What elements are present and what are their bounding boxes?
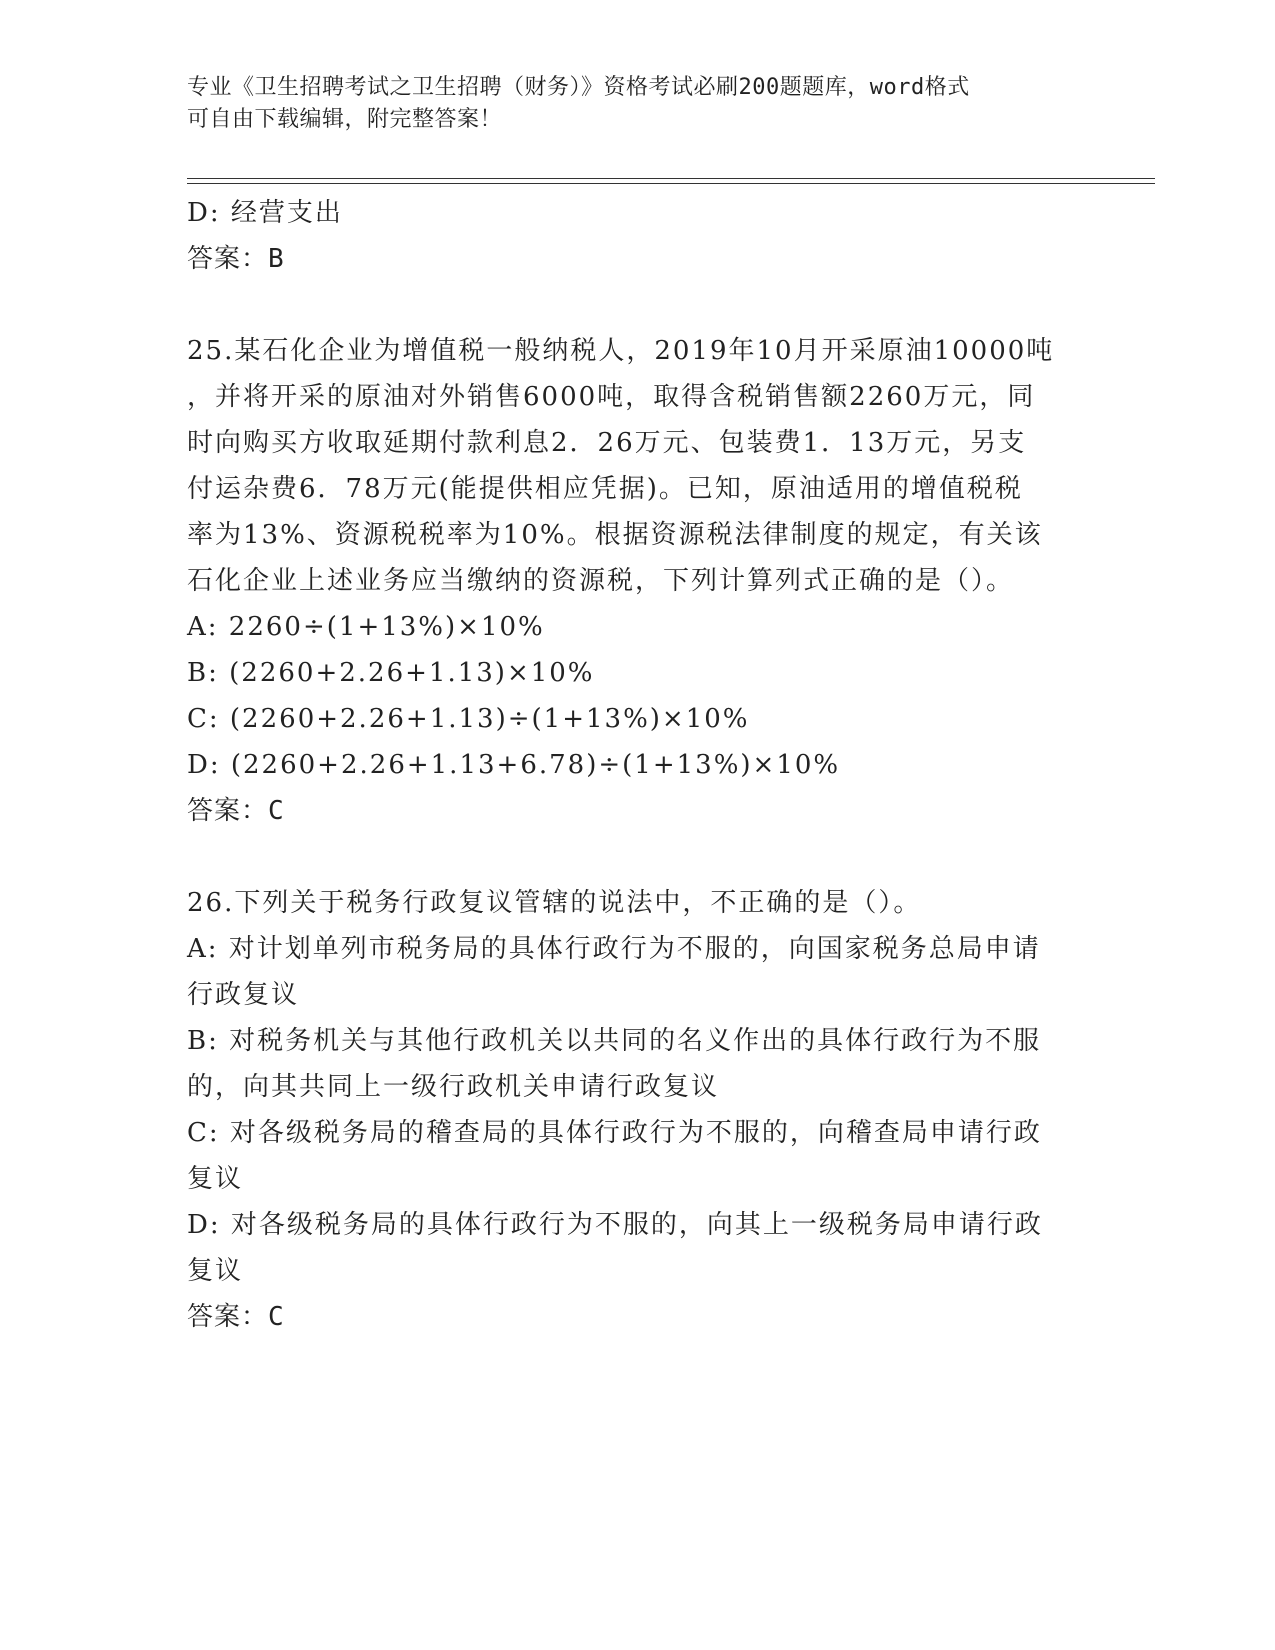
option-c-continued: 复议 bbox=[187, 1164, 244, 1194]
question-stem-line: 付运杂费6．78万元(能提供相应凭据)。已知，原油适用的增值税税 bbox=[187, 474, 1023, 504]
option-b: B: 对税务机关与其他行政机关以共同的名义作出的具体行政行为不服 bbox=[187, 1026, 1042, 1056]
option-c: C: 对各级税务局的稽查局的具体行政行为不服的，向稽查局申请行政 bbox=[187, 1118, 1042, 1148]
option-d: D: (2260+2.26+1.13+6.78)÷(1+13%)×10% bbox=[187, 750, 841, 780]
option-d-continued: 复议 bbox=[187, 1256, 244, 1286]
option-b-continued: 的，向其共同上一级行政机关申请行政复议 bbox=[187, 1072, 720, 1102]
option-d: D: 经营支出 bbox=[187, 198, 343, 228]
option-d: D: 对各级税务局的具体行政行为不服的，向其上一级税务局申请行政 bbox=[187, 1210, 1043, 1240]
document-body bbox=[187, 190, 1087, 1340]
header-line-2: 可自由下载编辑，附完整答案！ bbox=[187, 107, 503, 132]
question-stem-line: 石化企业上述业务应当缴纳的资源税，下列计算列式正确的是（）。 bbox=[187, 566, 1015, 596]
question-26 bbox=[187, 880, 1087, 1340]
document-header bbox=[187, 72, 1087, 136]
question-stem-line: 25.某石化企业为增值税一般纳税人，2019年10月开采原油10000吨 bbox=[187, 336, 1055, 366]
spacer bbox=[187, 834, 1087, 880]
header-divider-top bbox=[187, 178, 1155, 179]
spacer bbox=[187, 282, 1087, 328]
header-line-1: 专业《卫生招聘考试之卫生招聘（财务）》资格考试必刷200题题库，word格式 bbox=[187, 75, 970, 100]
previous-question-tail bbox=[187, 190, 1087, 282]
question-stem: 26.下列关于税务行政复议管辖的说法中，不正确的是（）。 bbox=[187, 888, 922, 918]
question-25 bbox=[187, 328, 1087, 834]
answer-line: 答案：C bbox=[187, 1302, 285, 1332]
header-divider-bottom bbox=[187, 183, 1155, 184]
question-stem-line: 率为13%、资源税税率为10%。根据资源税法律制度的规定，有关该 bbox=[187, 520, 1043, 550]
question-stem-line: ，并将开采的原油对外销售6000吨，取得含税销售额2260万元，同 bbox=[187, 382, 1036, 412]
answer-line: 答案：C bbox=[187, 796, 285, 826]
option-a: A: 对计划单列市税务局的具体行政行为不服的，向国家税务总局申请 bbox=[187, 934, 1041, 964]
option-a-continued: 行政复议 bbox=[187, 980, 300, 1010]
answer-line: 答案：B bbox=[187, 244, 285, 274]
option-c: C: (2260+2.26+1.13)÷(1+13%)×10% bbox=[187, 704, 750, 734]
option-a: A: 2260÷(1+13%)×10% bbox=[187, 612, 545, 642]
question-stem-line: 时向购买方收取延期付款利息2．26万元、包装费1．13万元，另支 bbox=[187, 428, 1027, 458]
option-b: B: (2260+2.26+1.13)×10% bbox=[187, 658, 595, 688]
